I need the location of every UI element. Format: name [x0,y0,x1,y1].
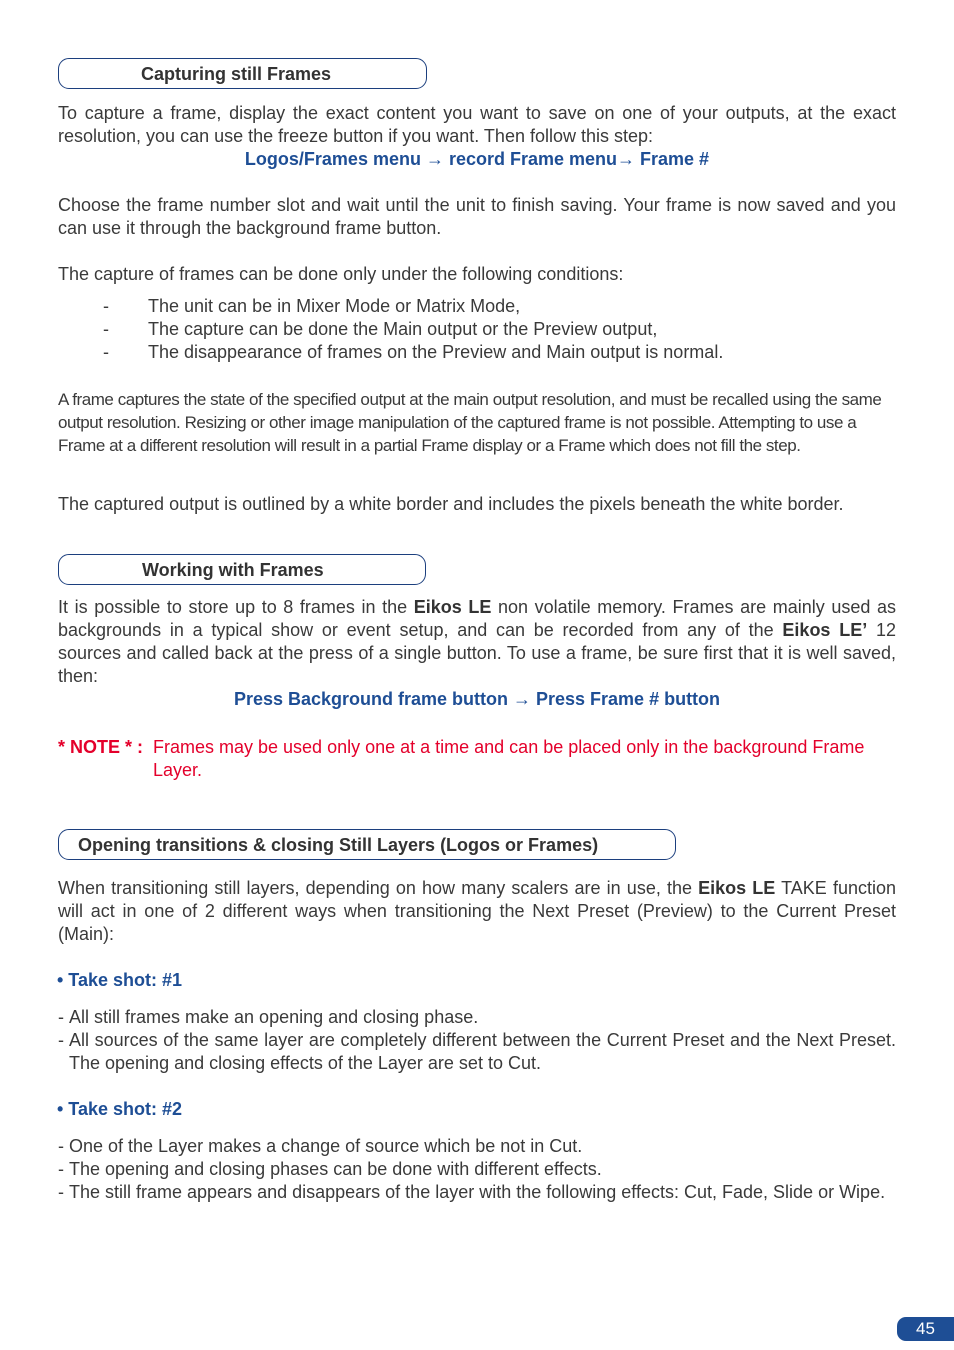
section-title: Working with Frames [142,560,324,580]
dash: - [103,319,109,339]
section-header-opening [58,829,676,860]
dash: - [58,1182,64,1202]
list-item-text: All sources of the same layer are completely different between the Current Preset and the Next Preset. The opening and closing effects of the Layer are set to Cut. [69,1030,896,1073]
text: When transitioning still layers, depending on how many scalers are in use, the [58,878,699,898]
list-item-text: The opening and closing phases can be done with different effects. [69,1159,602,1179]
capturing-paragraph-4: A frame captures the state of the specified output at the main output resolution, and must be recalled using the same output resolution. Resizing or other image manipulation of the captured frame is not possible. Attempting to use a Frame at a different resolution will result in a partial Frame display or a Frame which does not fill the step. [58,390,882,455]
capturing-paragraph-2: Choose the frame number slot and wait until the unit to finish saving. Your frame is now saved and you can use it through the background frame button. [58,195,896,238]
dash: - [58,1007,64,1027]
text: non volatile memory. Frames are mainly used as backgrounds in a typical show or event setup, and can be recorded from any of the [58,597,896,640]
take-shot-2-heading: • Take shot: #2 [57,1099,183,1119]
take-shot-2-list [58,1135,896,1204]
product-name: Eikos LE’ [782,620,868,640]
text: 12 sources and called back at the press of a single button. To use a frame, be sure first that it is well saved, then: [58,620,896,686]
text: TAKE function will act in one of 2 different ways when transitioning the Next Preset (Preview) to the Current Preset (Main): [58,878,896,944]
list-item [58,1135,896,1158]
list-item [58,1181,896,1204]
text: It is possible to store up to 8 frames in the [58,597,414,617]
dash: - [58,1159,64,1179]
capturing-paragraph-3: The capture of frames can be done only under the following conditions: [58,264,624,284]
section-header-working [58,554,426,585]
note-label: * NOTE * : [58,737,144,757]
list-item-text: All still frames make an opening and closing phase. [69,1007,479,1027]
section-header-capturing [58,58,427,89]
conditions-list [58,295,896,364]
capturing-paragraph-1: To capture a frame, display the exact content you want to save on one of your outputs, at the exact resolution, you can use the freeze button if you want. Then follow this step: [58,103,896,146]
list-item [58,341,896,364]
product-name: Eikos LE [698,878,776,898]
take-shot-1-list [58,1006,896,1075]
list-item-text: The capture can be done the Main output or the Preview output, [148,319,658,339]
take-shot-1-heading: • Take shot: #1 [57,970,183,990]
list-item [58,1158,896,1181]
capturing-paragraph-5: The captured output is outlined by a white border and includes the pixels beneath the white border. [58,494,844,514]
dash: - [103,342,109,362]
list-item [58,1029,896,1075]
list-item [58,318,896,341]
note-text: Frames may be used only one at a time and can be placed only in the background Frame Layer. [153,737,865,780]
list-item-text: The unit can be in Mixer Mode or Matrix Mode, [148,296,521,316]
dash: - [58,1030,64,1050]
dash: - [58,1136,64,1156]
working-paragraph-1 [58,596,896,688]
list-item [58,295,896,318]
working-button-path: Press Background frame button → Press Frame # button [233,689,721,709]
page-number: 45 [897,1317,954,1341]
opening-paragraph-1 [58,877,896,946]
section-title: Capturing still Frames [141,64,332,84]
list-item-text: One of the Layer makes a change of source which be not in Cut. [69,1136,583,1156]
section-title: Opening transitions & closing Still Layers (Logos or Frames) [78,835,599,855]
list-item-text: The still frame appears and disappears of the layer with the following effects: Cut, Fade, Slide or Wipe. [69,1182,886,1202]
list-item-text: The disappearance of frames on the Preview and Main output is normal. [148,342,724,362]
list-item [58,1006,896,1029]
product-name: Eikos LE [413,597,492,617]
capturing-menu-path: Logos/Frames menu → record Frame menu→ Frame # [244,149,710,169]
dash: - [103,296,109,316]
